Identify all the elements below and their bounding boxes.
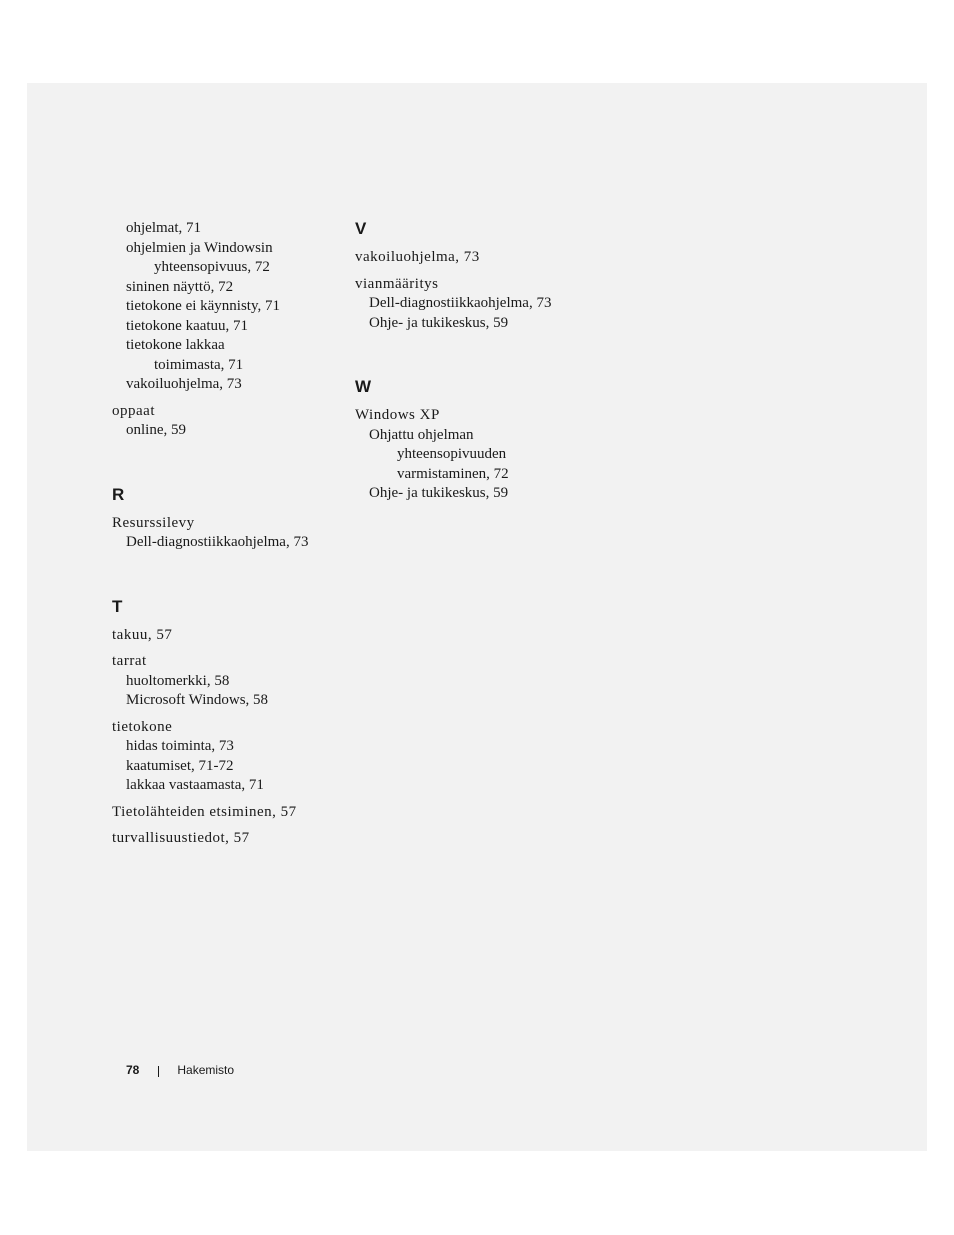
index-entry: takuu, 57 [112, 626, 173, 643]
index-subentry: hidas toiminta, 73 [126, 738, 234, 754]
footer-separator [158, 1066, 159, 1077]
index-entry: tarrat [112, 653, 147, 669]
index-letter-r: R [112, 484, 125, 504]
index-subentry: sininen näyttö, 72 [126, 278, 234, 295]
index-subentry: tietokone lakkaa [126, 337, 225, 353]
index-subentry: tietokone ei käynnisty, 71 [126, 298, 280, 314]
index-subentry: Ohje- ja tukikeskus, 59 [369, 314, 509, 331]
index-subentry: Dell-diagnostiikkaohjelma, 73 [369, 295, 552, 311]
index-entry: vianmääritys [355, 275, 439, 292]
index-entry: Tietolähteiden etsiminen, 57 [112, 803, 297, 820]
index-subentry-continuation: toimimasta, 71 [154, 356, 244, 373]
index-subentry-continuation: varmistaminen, 72 [397, 465, 509, 482]
index-subentry: huoltomerkki, 58 [126, 672, 230, 689]
index-entry: turvallisuustiedot, 57 [112, 830, 250, 846]
index-subentry: kaatumiset, 71-72 [126, 757, 234, 774]
index-subentry-continuation: yhteensopivuuden [397, 446, 507, 462]
index-subentry: online, 59 [126, 422, 186, 438]
index-subentry: Ohje- ja tukikeskus, 59 [369, 485, 509, 501]
index-entry: vakoiluohjelma, 73 [355, 249, 480, 265]
index-column-right [355, 219, 615, 504]
index-entry: tietokone [112, 718, 173, 735]
footer-section-title: Hakemisto [177, 1063, 235, 1077]
index-letter-t: T [112, 596, 123, 616]
index-group-o [112, 219, 342, 441]
page-footer [126, 1062, 234, 1078]
index-entry: oppaat [112, 402, 155, 419]
index-subentry: vakoiluohjelma, 73 [126, 376, 242, 392]
index-subentry-continuation: yhteensopivuus, 72 [154, 259, 270, 275]
index-group-w [355, 406, 615, 504]
index-letter-v: V [355, 219, 367, 238]
index-subentry: ohjelmat, 71 [126, 220, 201, 236]
index-entry: Windows XP [355, 407, 440, 423]
index-group-t [112, 626, 342, 849]
index-group-v [355, 248, 615, 333]
index-subentry: Dell-diagnostiikkaohjelma, 73 [126, 534, 309, 550]
index-group-r [112, 514, 342, 553]
index-entry: Resurssilevy [112, 514, 195, 531]
index-subentry: lakkaa vastaamasta, 71 [126, 777, 264, 793]
index-subentry: tietokone kaatuu, 71 [126, 317, 249, 334]
index-subentry: Ohjattu ohjelman [369, 426, 474, 443]
index-subentry: ohjelmien ja Windowsin [126, 239, 273, 256]
page-number: 78 [126, 1063, 140, 1077]
index-letter-w: W [355, 377, 372, 396]
index-subentry: Microsoft Windows, 58 [126, 692, 269, 708]
index-column-left [112, 219, 342, 849]
